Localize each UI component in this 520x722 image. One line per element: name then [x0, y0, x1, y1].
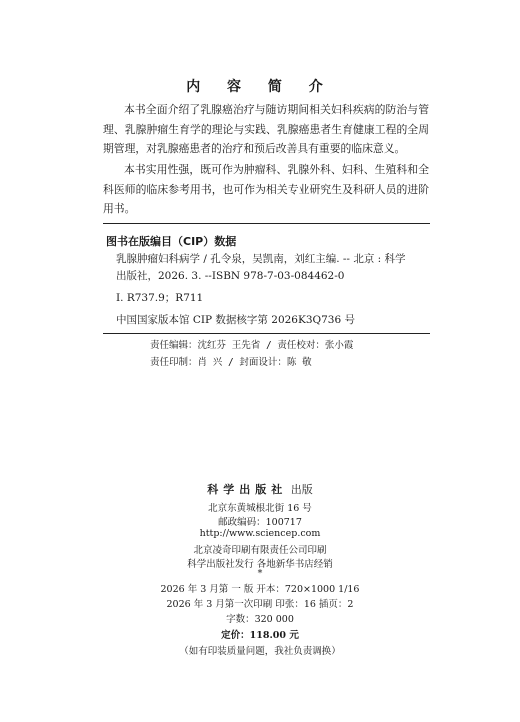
- divider-bottom: [103, 333, 430, 334]
- publisher-name: [0, 481, 520, 497]
- cip-number: 中国国家版本馆 CIP 数据核字第 2026K3Q736 号: [116, 314, 355, 326]
- cip-record-line-2: 出版社，2026. 3. --ISBN 978-7-03-084462-0: [116, 270, 345, 282]
- publisher-address: 北京东黄城根北街 16 号: [208, 503, 312, 514]
- edition-info: 2026 年 3 月第 一 版 开本：720×1000 1/16: [160, 584, 360, 595]
- publisher-website: http://www.sciencep.com: [199, 528, 321, 539]
- price: 定价：118.00 元: [221, 630, 299, 641]
- divider-top: [103, 223, 430, 224]
- credits-line-1: 责任编辑：沈红芬 王先省 / 责任校对：张小霞: [150, 340, 354, 351]
- summary-title: 内 容 简 介: [186, 79, 334, 95]
- summary-paragraph-1: 本书全面介绍了乳腺癌治疗与随访期间相关妇科疾病的防治与管理、乳腺肿瘤生育学的理论与实践、乳腺癌患者生育健康工程的全周期管理，对乳腺癌患者的治疗和预后改善具有重要的临床意义。: [103, 103, 429, 155]
- summary-paragraph-2: 本书实用性强，既可作为肿瘤科、乳腺外科、妇科、生殖科和全科医师的临床参考用书，也可作为相关专业研究生及科研人员的进阶用书。: [103, 163, 429, 215]
- cip-heading: 图书在版编目（CIP）数据: [106, 235, 237, 248]
- credits-line-2: 责任印制：肖 兴 / 封面设计：陈 敬: [150, 357, 312, 368]
- cip-classification: Ⅰ. R737.9；R711: [116, 292, 204, 304]
- printing-info: 2026 年 3 月第一次印刷 印张：16 插页：2: [166, 599, 354, 610]
- word-count: 字数：320 000: [226, 614, 294, 625]
- publisher-suffix: 出版: [290, 483, 313, 496]
- cip-record-line-1: 乳腺肿瘤妇科病学 / 孔令泉，吴凯南，刘红主编. -- 北京 : 科学: [116, 253, 406, 265]
- printer-info: 北京凌奇印刷有限责任公司印刷: [193, 545, 327, 556]
- cip-record: [116, 251, 434, 329]
- publisher-postcode: 邮政编码：100717: [218, 517, 302, 528]
- publisher-logo: 科学出版社: [207, 483, 288, 496]
- separator-star: *: [257, 568, 263, 579]
- quality-notice: （如有印装质量问题，我社负责调换）: [179, 646, 341, 657]
- distribution-info: 科学出版社发行 各地新华书店经销: [187, 559, 333, 570]
